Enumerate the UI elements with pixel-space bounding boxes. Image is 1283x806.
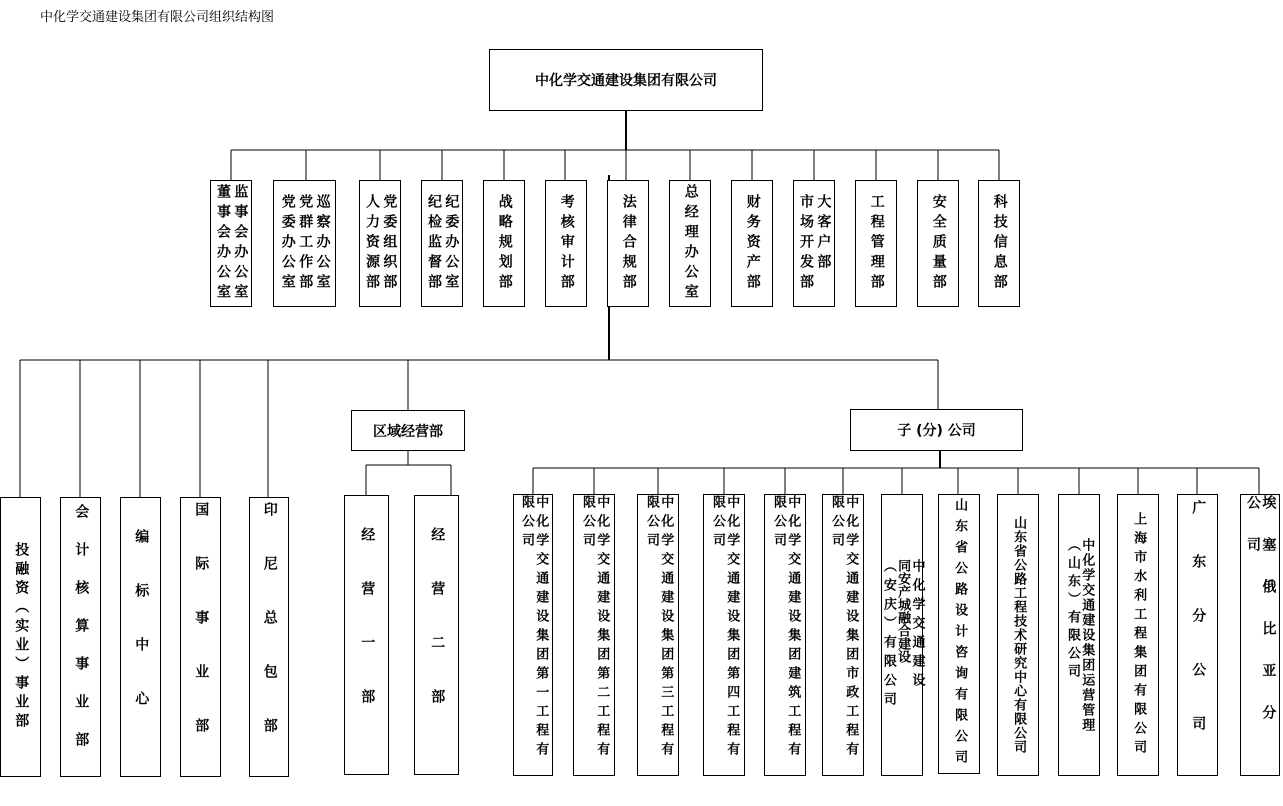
- subsidiary-label: 上海市水利工程集团有限公司: [1131, 511, 1147, 759]
- dept-gm-office: [669, 180, 711, 307]
- subsidiaries-box: [850, 409, 1023, 451]
- root-company-label: 中化学交通建设集团有限公司: [535, 73, 717, 89]
- dept-strategy: [483, 180, 525, 307]
- dept-label: 战略规划部: [496, 193, 513, 294]
- root-company-box: [489, 49, 763, 111]
- dept-audit: [545, 180, 587, 307]
- subsidiary-label: 同安产城融合建设: [895, 559, 911, 663]
- subsidiary-label: 中化学交通建设集团第四工程有限公司: [710, 495, 740, 761]
- regional-branch-1: [344, 495, 389, 775]
- subsidiary-label: 中化学交通建设集团建筑工程有限公司: [771, 495, 801, 761]
- dept-engineering: [855, 180, 897, 307]
- unit-international: [180, 497, 221, 777]
- dept-label: 董事会办公室: [215, 183, 231, 304]
- unit-label: 国际事业部: [193, 502, 210, 772]
- unit-label: 编标中心: [133, 529, 150, 745]
- dept-organization-hr: [359, 180, 401, 307]
- unit-accounting: [60, 497, 101, 777]
- dept-supervisors-board-office: [210, 180, 252, 307]
- dept-label: 纪委办公室: [443, 193, 460, 294]
- regional-branch-label: 经营二部: [429, 527, 446, 743]
- subsidiary-label: 中化学交通建设: [909, 559, 925, 692]
- subsidiary-label: 埃塞俄比亚分公司: [1245, 495, 1277, 747]
- regional-box: [351, 410, 465, 451]
- subsidiary-label: 中化学交通建设集团运营管理: [1079, 537, 1095, 733]
- unit-investment: [0, 497, 41, 777]
- dept-label: 大客户部: [815, 193, 832, 274]
- dept-label: 纪检监督部: [426, 193, 442, 294]
- subsidiaries-label: 子 (分) 公司: [897, 423, 976, 439]
- dept-discipline: [421, 180, 463, 307]
- unit-label: 投融资（实业）事业部: [13, 542, 30, 732]
- page-title: 中化学交通建设集团有限公司组织结构图: [40, 10, 275, 25]
- dept-label: 财务资产部: [744, 193, 761, 294]
- subsidiary-label: （山东）有限公司: [1065, 537, 1080, 682]
- subsidiary-label: （安庆）有限公司: [880, 559, 896, 711]
- subsidiary-8: [938, 494, 980, 774]
- subsidiary-10: [1058, 494, 1100, 776]
- dept-label: 考核审计部: [558, 193, 575, 294]
- subsidiary-2: [573, 494, 615, 776]
- unit-bidding-center: [120, 497, 161, 777]
- unit-label: 会计核算事业部: [73, 504, 90, 770]
- subsidiary-6: [822, 494, 864, 776]
- dept-label: 法律合规部: [620, 193, 637, 294]
- dept-label: 市场开发部: [798, 193, 814, 294]
- dept-label: 党群工作部: [297, 193, 314, 294]
- dept-finance: [731, 180, 773, 307]
- regional-branch-2: [414, 495, 459, 775]
- subsidiary-label: 中化学交通建设集团第三工程有限公司: [644, 495, 674, 761]
- subsidiary-label: 山东省公路设计咨询有限公司: [952, 497, 968, 771]
- dept-market: [793, 180, 835, 307]
- regional-label: 区域经营部: [373, 423, 443, 440]
- subsidiary-11: [1117, 494, 1159, 776]
- regional-branch-label: 经营一部: [359, 527, 376, 743]
- dept-label: 巡察办公室: [314, 193, 331, 294]
- subsidiary-label: 山东省公路工程技术研究中心有限公司: [1011, 516, 1027, 754]
- unit-label: 印尼总包部: [261, 502, 278, 772]
- subsidiary-label: 中化学交通建设集团第一工程有限公司: [519, 495, 549, 761]
- dept-tech-info: [978, 180, 1020, 307]
- dept-label: 人力资源部: [364, 193, 380, 294]
- subsidiary-9: [997, 494, 1039, 776]
- subsidiary-4: [703, 494, 745, 776]
- dept-label: 党委办公室: [279, 193, 296, 294]
- subsidiary-13: [1240, 494, 1280, 776]
- dept-label: 总经理办公室: [682, 183, 699, 304]
- subsidiary-1: [513, 494, 553, 776]
- dept-inspection-party-office: [273, 180, 336, 307]
- subsidiary-5: [764, 494, 806, 776]
- dept-legal: [607, 180, 649, 307]
- dept-label: 安全质量部: [930, 193, 947, 294]
- subsidiary-12: [1177, 494, 1218, 776]
- subsidiary-label: 广东分公司: [1190, 500, 1207, 770]
- subsidiary-label: 中化学交通建设集团市政工程有限公司: [829, 495, 859, 761]
- subsidiary-3: [637, 494, 679, 776]
- dept-label: 科技信息部: [991, 193, 1008, 294]
- dept-label: 党委组织部: [381, 193, 398, 294]
- subsidiary-7: [881, 494, 923, 776]
- dept-label: 监事会办公室: [232, 183, 249, 304]
- dept-safety-quality: [917, 180, 959, 307]
- unit-indonesia: [249, 497, 289, 777]
- dept-label: 工程管理部: [868, 193, 885, 294]
- subsidiary-label: 中化学交通建设集团第二工程有限公司: [580, 495, 610, 761]
